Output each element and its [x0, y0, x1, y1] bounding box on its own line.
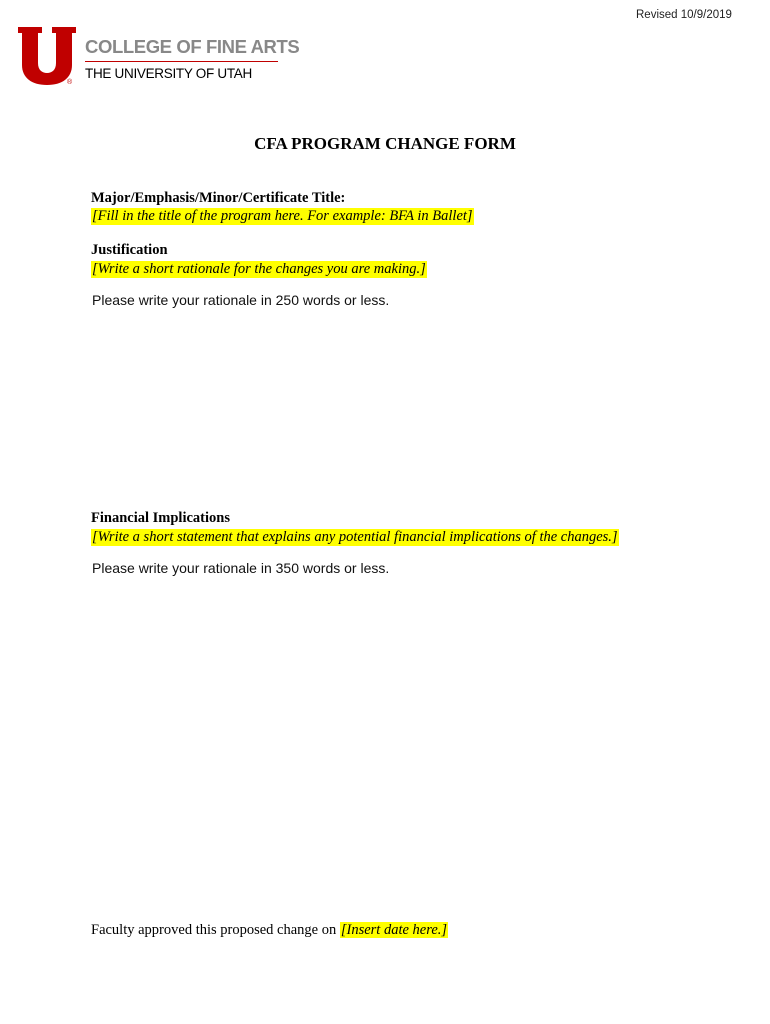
- program-title-field[interactable]: [Fill in the title of the program here. For example: BFA in Ballet]: [92, 208, 473, 224]
- justification-hint: [Write a short rationale for the changes you are making.]: [92, 261, 426, 277]
- form-title: CFA PROGRAM CHANGE FORM: [254, 134, 516, 153]
- university-name: THE UNIVERSITY OF UTAH: [85, 66, 252, 81]
- approval-date-field[interactable]: [Insert date here.]: [340, 922, 448, 938]
- logo-divider: [85, 61, 278, 62]
- registered-mark: ®: [67, 79, 73, 86]
- financial-implications-label: Financial Implications: [91, 510, 230, 526]
- faculty-approval-line: [91, 922, 448, 939]
- faculty-approval-text: Faculty approved this proposed change on: [91, 922, 340, 938]
- revision-date: Revised 10/9/2019: [636, 9, 732, 21]
- university-logo: [18, 27, 300, 91]
- college-name: COLLEGE OF FINE ARTS: [85, 36, 300, 57]
- financial-implications-hint: [Write a short statement that explains any potential financial implications of the changes.]: [92, 529, 618, 545]
- justification-label: Justification: [91, 242, 168, 258]
- program-title-label: Major/Emphasis/Minor/Certificate Title:: [91, 190, 346, 206]
- block-u-icon: [18, 27, 76, 85]
- justification-field[interactable]: Please write your rationale in 250 words or less.: [92, 292, 390, 308]
- financial-implications-field[interactable]: Please write your rationale in 350 words or less.: [92, 560, 390, 576]
